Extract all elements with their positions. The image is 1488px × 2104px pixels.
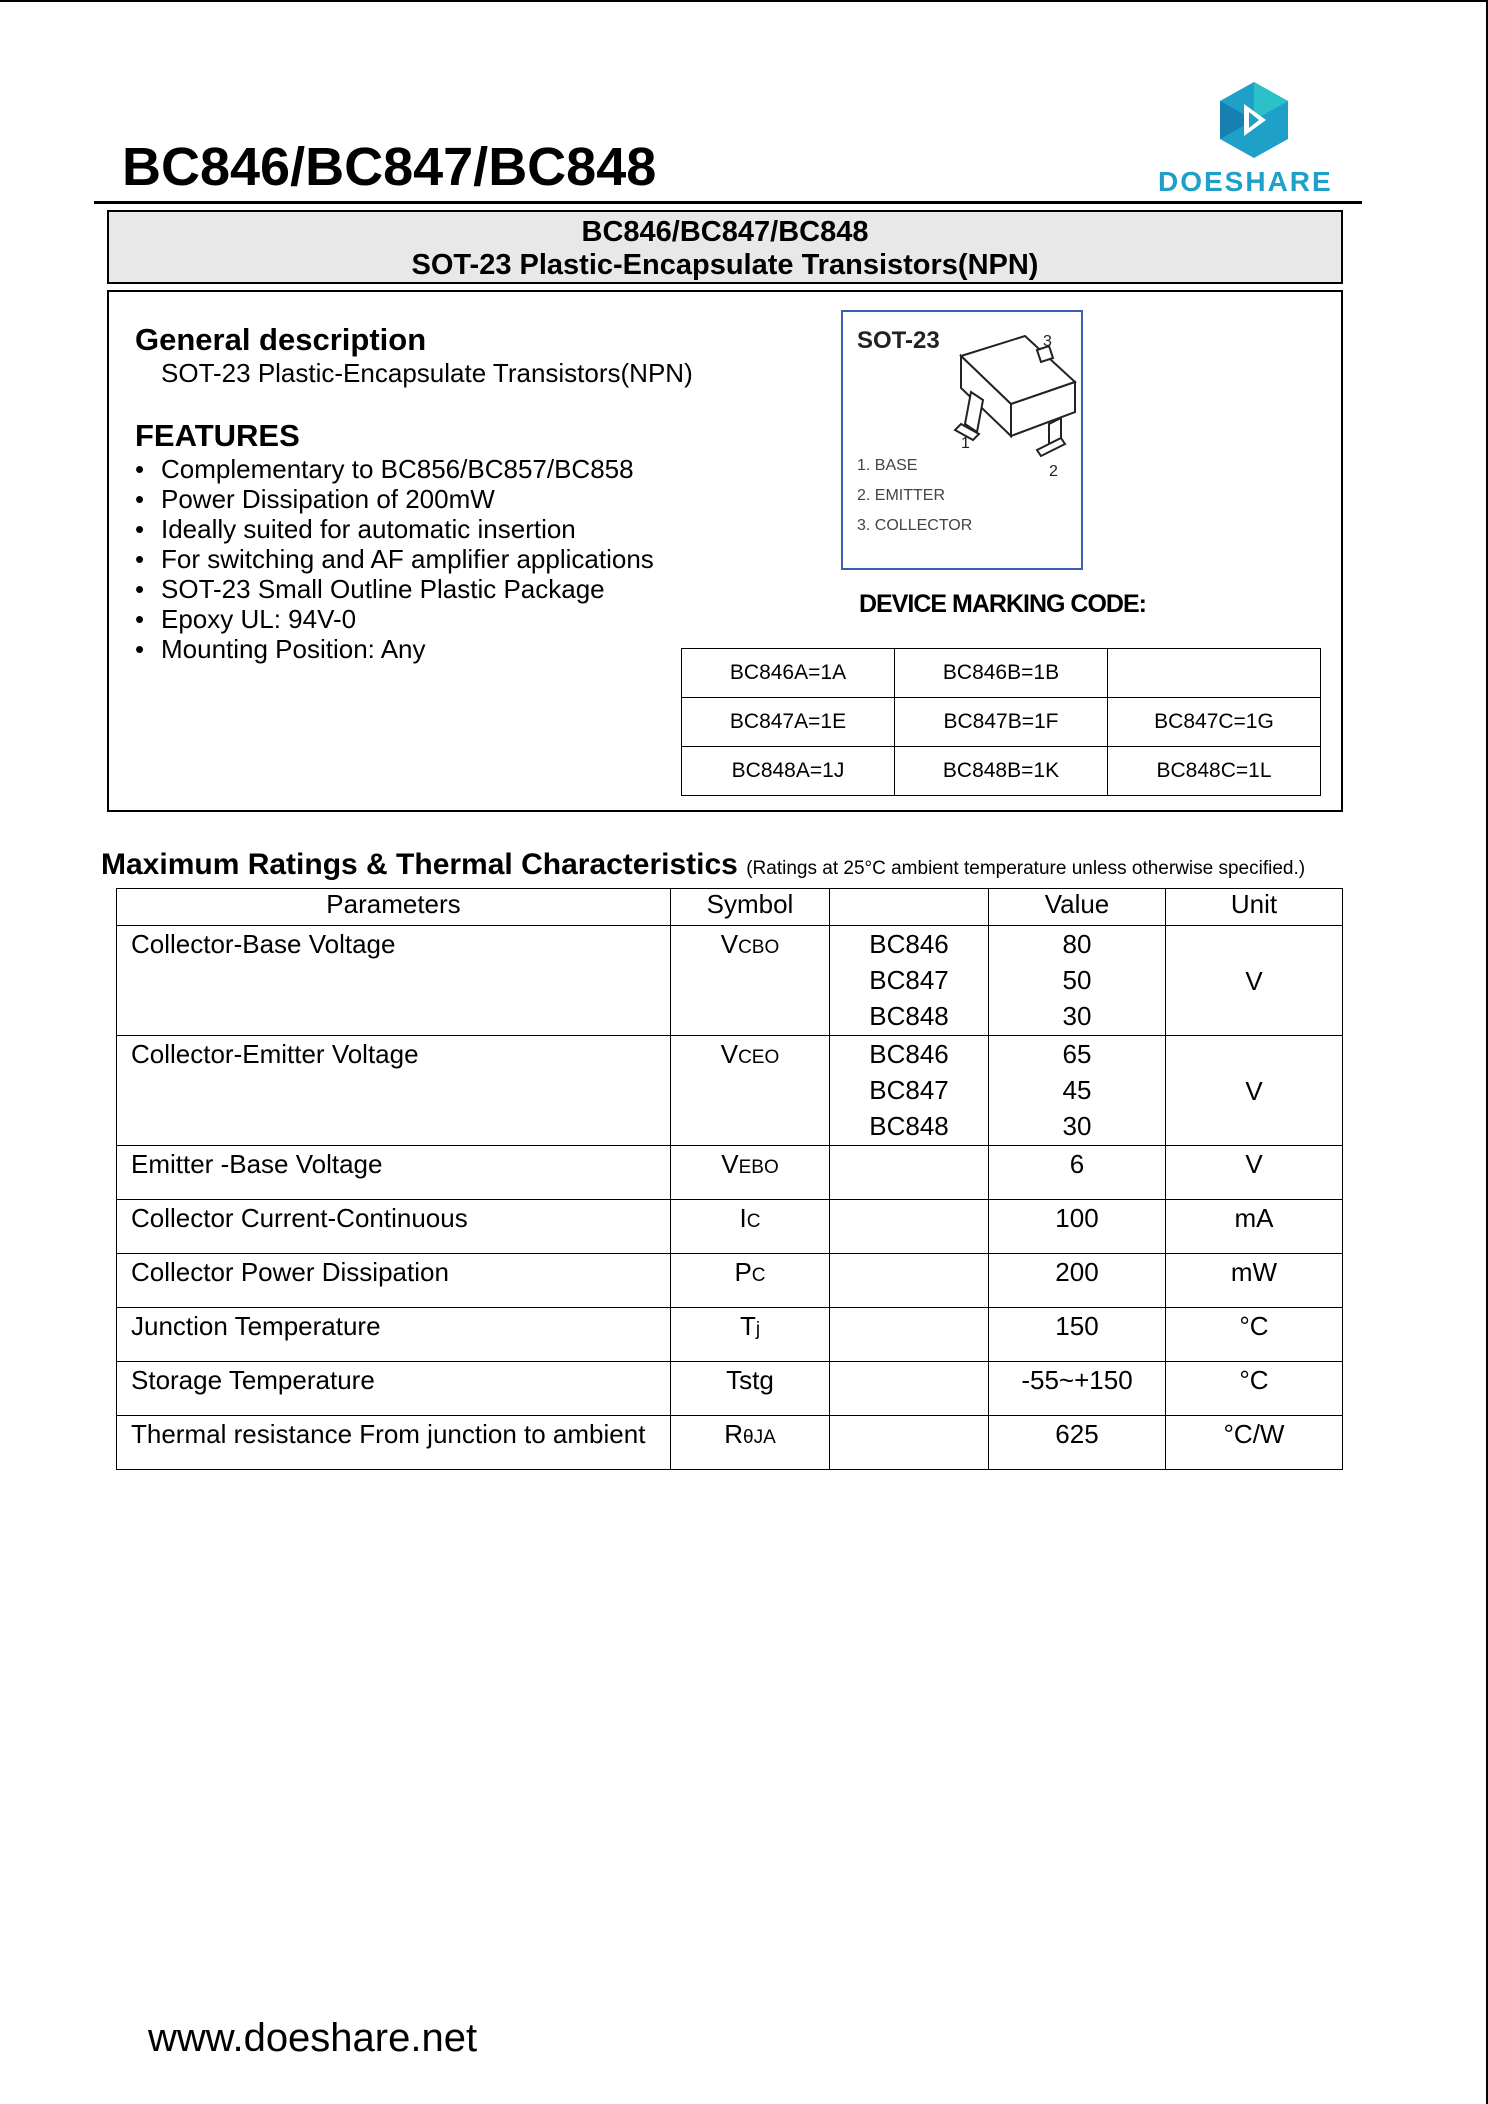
marking-cell: BC847C=1G: [1108, 698, 1321, 747]
general-description-text: SOT-23 Plastic-Encapsulate Transistors(NPN): [161, 358, 693, 388]
parameter-name: Storage Temperature: [131, 1365, 375, 1395]
bullet-icon: •: [135, 574, 145, 604]
feature-item: [135, 544, 654, 574]
symbol-cell: [671, 1362, 830, 1416]
part-number: BC848: [869, 1001, 949, 1031]
unit: mW: [1230, 1257, 1278, 1287]
symbol-main: V: [721, 1149, 739, 1179]
unit-cell: [1166, 926, 1343, 1036]
part-cell: [830, 1036, 989, 1146]
parameter-name: Collector-Emitter Voltage: [131, 1039, 419, 1069]
parameter-name: Emitter -Base Voltage: [131, 1149, 383, 1179]
bullet-icon: •: [135, 604, 145, 634]
value-cell: [989, 1362, 1166, 1416]
unit-cell: [1166, 1416, 1343, 1470]
unit: °C: [1239, 1365, 1269, 1395]
bullet-icon: •: [135, 484, 145, 514]
table-row: [117, 1200, 1343, 1254]
ratings-table: [116, 888, 1343, 1470]
value-cell: [989, 1416, 1166, 1470]
part-number: BC847: [869, 1075, 949, 1105]
footer-url: www.doeshare.net: [148, 2016, 478, 2060]
value: 200: [1055, 1257, 1099, 1287]
bullet-icon: •: [135, 544, 145, 574]
parameter-name: Junction Temperature: [131, 1311, 381, 1341]
symbol-subscript: θJA: [743, 1427, 776, 1448]
unit-cell: [1166, 1362, 1343, 1416]
symbol-subscript: C: [746, 1211, 761, 1232]
part-cell: [830, 926, 989, 1036]
unit-cell: [1166, 1200, 1343, 1254]
symbol-main: Tstg: [726, 1365, 774, 1395]
ratings-title: Maximum Ratings & Thermal Characteristics: [101, 848, 738, 881]
unit: V: [1245, 1075, 1263, 1106]
unit-cell: [1166, 1146, 1343, 1200]
table-row: [117, 1308, 1343, 1362]
symbol-cell: [671, 1200, 830, 1254]
value: 625: [1055, 1419, 1099, 1449]
column-header: Symbol: [671, 889, 830, 926]
value: 65: [1062, 1039, 1092, 1069]
feature-text: Mounting Position: Any: [161, 634, 426, 664]
feature-item: [135, 484, 654, 514]
logo-text: DOESHARE: [1158, 166, 1333, 197]
unit: V: [1245, 965, 1263, 996]
table-row: [117, 1036, 1343, 1146]
part-cell: [830, 1308, 989, 1362]
symbol-subscript: EBO: [738, 1157, 779, 1178]
bullet-icon: •: [135, 514, 145, 544]
features-heading: FEATURES: [135, 418, 300, 453]
parameter-cell: [117, 1036, 671, 1146]
parameter-cell: [117, 1146, 671, 1200]
value-cell: [989, 1308, 1166, 1362]
symbol-cell: [671, 1416, 830, 1470]
symbol-main: I: [739, 1203, 747, 1233]
table-row: [682, 747, 1321, 796]
sot23-package-drawing: [843, 312, 1081, 568]
parameter-cell: [117, 1254, 671, 1308]
part-number: BC846: [869, 929, 949, 959]
table-row: [682, 649, 1321, 698]
column-header: Value: [989, 889, 1166, 926]
header-divider: [94, 201, 1362, 204]
unit: mA: [1234, 1203, 1274, 1233]
parameter-cell: [117, 1308, 671, 1362]
part-number: BC848: [869, 1111, 949, 1141]
column-header: Parameters: [117, 889, 671, 926]
symbol-subscript: CBO: [738, 937, 780, 958]
feature-text: Complementary to BC856/BC857/BC858: [161, 454, 634, 484]
feature-item: [135, 604, 654, 634]
symbol-cell: [671, 1308, 830, 1362]
symbol-cell: [671, 926, 830, 1036]
parameter-name: Collector Current-Continuous: [131, 1203, 468, 1233]
table-row: [117, 1146, 1343, 1200]
table-row: [117, 926, 1343, 1036]
value-cell: [989, 1146, 1166, 1200]
symbol-main: R: [724, 1419, 744, 1449]
column-header: Unit: [1166, 889, 1343, 926]
part-cell: [830, 1146, 989, 1200]
marking-cell: [1108, 649, 1321, 698]
parameter-cell: [117, 1362, 671, 1416]
marking-cell: BC846A=1A: [682, 649, 895, 698]
marking-cell: BC847A=1E: [682, 698, 895, 747]
value: 30: [1062, 1111, 1092, 1141]
symbol-subscript: C: [751, 1265, 766, 1286]
feature-text: SOT-23 Small Outline Plastic Package: [161, 574, 605, 604]
feature-item: [135, 514, 654, 544]
brand-logo: [1158, 78, 1358, 198]
value: 6: [1069, 1149, 1085, 1179]
symbol-subscript: j: [755, 1319, 761, 1340]
table-row: [682, 698, 1321, 747]
feature-text: Power Dissipation of 200mW: [161, 484, 495, 514]
parameter-name: Collector-Base Voltage: [131, 929, 396, 959]
table-row: [117, 1254, 1343, 1308]
value: 50: [1062, 965, 1092, 995]
value: -55~+150: [1021, 1365, 1133, 1395]
unit-cell: [1166, 1254, 1343, 1308]
pin-label: 1. BASE: [857, 457, 918, 474]
symbol-main: P: [734, 1257, 752, 1287]
unit-cell: [1166, 1036, 1343, 1146]
column-header: [830, 889, 989, 926]
package-diagram: [841, 310, 1083, 570]
part-cell: [830, 1362, 989, 1416]
table-row: [117, 1416, 1343, 1470]
feature-text: Ideally suited for automatic insertion: [161, 514, 576, 544]
parameter-name: Collector Power Dissipation: [131, 1257, 449, 1287]
banner-subtitle: SOT-23 Plastic-Encapsulate Transistors(NPN): [411, 249, 1039, 281]
value: 150: [1055, 1311, 1099, 1341]
pin-number: 1: [961, 435, 970, 452]
marking-cell: BC847B=1F: [895, 698, 1108, 747]
marking-cell: BC848C=1L: [1108, 747, 1321, 796]
part-cell: [830, 1416, 989, 1470]
symbol-cell: [671, 1146, 830, 1200]
value: 45: [1062, 1075, 1092, 1105]
ratings-note: (Ratings at 25°C ambient temperature unless otherwise specified.): [746, 858, 1306, 879]
feature-item: [135, 574, 654, 604]
symbol-cell: [671, 1254, 830, 1308]
symbol-cell: [671, 1036, 830, 1146]
parameter-cell: [117, 1416, 671, 1470]
pin-number: 3: [1043, 333, 1052, 350]
unit-cell: [1166, 1308, 1343, 1362]
value: 100: [1055, 1203, 1099, 1233]
logo-icon: [1214, 80, 1294, 160]
parameter-cell: [117, 926, 671, 1036]
table-header-row: [117, 889, 1343, 926]
part-number: BC846: [869, 1039, 949, 1069]
pin-number: 2: [1049, 463, 1058, 480]
symbol-main: V: [720, 1039, 739, 1069]
pin-label: 2. EMITTER: [857, 487, 946, 504]
part-cell: [830, 1254, 989, 1308]
unit: °C: [1239, 1311, 1269, 1341]
value-cell: [989, 1254, 1166, 1308]
symbol-main: V: [720, 929, 739, 959]
value: 30: [1062, 1001, 1092, 1031]
banner-part-numbers: BC846/BC847/BC848: [581, 216, 869, 248]
general-description-heading: General description: [135, 322, 427, 357]
bullet-icon: •: [135, 454, 145, 484]
symbol-main: T: [739, 1311, 756, 1341]
part-cell: [830, 1200, 989, 1254]
table-row: [117, 1362, 1343, 1416]
info-box: [107, 290, 1343, 812]
value-cell: [989, 1200, 1166, 1254]
parameter-name: Thermal resistance From junction to ambient: [131, 1419, 646, 1449]
marking-cell: BC848B=1K: [895, 747, 1108, 796]
features-list: [135, 454, 654, 664]
title-banner: [107, 210, 1343, 284]
value-cell: [989, 926, 1166, 1036]
symbol-subscript: CEO: [738, 1047, 780, 1068]
unit: V: [1245, 1149, 1263, 1179]
feature-text: Epoxy UL: 94V-0: [161, 604, 357, 634]
page-title: BC846/BC847/BC848: [122, 137, 657, 197]
package-name: SOT-23: [857, 327, 940, 354]
marking-code-table: [681, 648, 1321, 796]
unit: °C/W: [1223, 1419, 1285, 1449]
value-cell: [989, 1036, 1166, 1146]
part-number: BC847: [869, 965, 949, 995]
marking-cell: BC846B=1B: [895, 649, 1108, 698]
ratings-heading: [101, 848, 1305, 882]
value: 80: [1062, 929, 1092, 959]
feature-item: [135, 454, 654, 484]
marking-cell: BC848A=1J: [682, 747, 895, 796]
feature-item: [135, 634, 654, 664]
marking-code-heading: DEVICE MARKING CODE:: [859, 590, 1146, 618]
feature-text: For switching and AF amplifier applications: [161, 544, 654, 574]
parameter-cell: [117, 1200, 671, 1254]
bullet-icon: •: [135, 634, 145, 664]
pin-label: 3. COLLECTOR: [857, 517, 973, 534]
